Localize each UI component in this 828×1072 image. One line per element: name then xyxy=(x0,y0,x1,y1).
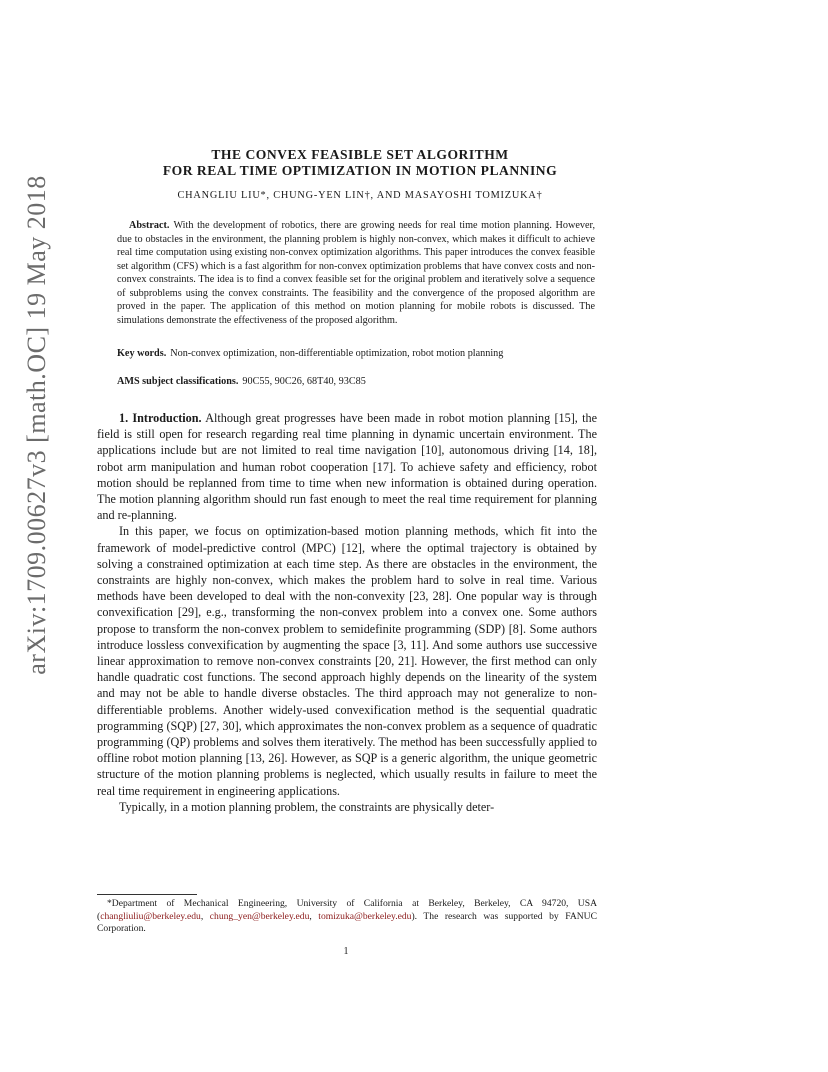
footnote: *Department of Mechanical Engineering, University of California at Berkeley, Berkeley, CA 94720, USA (changliuliu@berkeley.edu, chung_yen@berkeley.edu, tomizuka@berkeley.edu). The research was supported by FANUC Corporation. xyxy=(97,898,598,935)
introduction-section xyxy=(97,410,597,815)
intro-paragraph-2: In this paper, we focus on optimization-based motion planning methods, which fit into the framework of model-predictive control (MPC) [12], where the optimal trajectory is obtained by solving a constrained optimization at each time step. As there are obstacles in the environment, the constraints are highly non-convex, which makes the problem hard to solve in real time. Various methods have been developed to deal with the non-convexity [23, 28]. One popular way is through convexification [29], e.g., transforming the non-convex problem into a convex one. Some authors propose to transform the non-convex problem to semidefinite programming (SDP) [8]. Some authors introduce lossless convexification by augmenting the space [3, 11]. And some authors use successive linear approximation to remove non-convex constraints [20, 21]. However, the first method can only handle quadratic cost functions. The second approach highly depends on the linearity of the system and may not be able to handle diverse obstacles. The third approach may not generalize to non-differentiable problems. Another widely-used convexification method is the sequential quadratic programming (SQP) [27, 30], which approximates the non-convex problem as a sequence of quadratic programming (QP) problems and solves them iteratively. The method has been successfully applied to offline robot motion planning [13, 26]. However, as SQP is a generic algorithm, the unique geometric structure of the motion planning problems is neglected, which usually results in failure to meet the real time requirement in engineering applications. xyxy=(97,524,597,798)
intro-paragraph-3: Typically, in a motion planning problem, the constraints are physically deter- xyxy=(119,799,495,814)
ams-classification-line xyxy=(117,375,595,389)
footnote-funding: ). The research was supported by FANUC Corporation. xyxy=(97,910,598,935)
abstract-label: Abstract. xyxy=(129,220,170,231)
page-number: 1 xyxy=(343,946,349,957)
intro-paragraph-1-text: Although great progresses have been made in robot motion planning [15], the field is still open for research regarding real time planning in dynamic uncertain environment. The applications include but are not limited to real time navigation [10], autonomous driving [14, 18], robot arm manipulation and human robot cooperation [17]. To achieve safety and efficiency, robot motion should be replanned from time to time when new information is obtained during operation. The motion planning algorithm should run fast enough to meet the real time requirement for planning and re-planning. xyxy=(97,411,597,523)
title-line-2: FOR REAL TIME OPTIMIZATION IN MOTION PLANNING xyxy=(162,163,558,178)
footnote-rule xyxy=(97,894,197,895)
ams-label: AMS subject classifications. xyxy=(117,376,239,387)
section-heading: 1. Introduction. xyxy=(119,411,202,425)
title-line-1: THE CONVEX FEASIBLE SET ALGORITHM xyxy=(211,147,509,162)
arxiv-identifier: arXiv:1709.00627v3 [math.OC] 19 May 2018 xyxy=(22,175,52,675)
author-list: CHANGLIU LIU*, CHUNG-YEN LIN†, AND MASAYOSHI TOMIZUKA† xyxy=(177,190,543,201)
abstract-block xyxy=(117,219,595,327)
paper-title xyxy=(123,147,597,179)
footnote-affiliation: *Department of Mechanical Engineering, University of California at Berkeley, Berkeley, CA 94720, USA ( xyxy=(97,898,597,922)
arxiv-sidebar xyxy=(14,165,60,685)
abstract-text: With the development of robotics, there are growing needs for real time motion planning. However, due to obstacles in the environment, the planning problem is highly non-convex, which makes it difficult to achieve real time computation using existing non-convex optimization algorithms. This paper introduces the convex feasible set algorithm (CFS) which is a fast algorithm for non-convex optimization problems that have convex costs and non-convex constraints. The idea is to find a convex feasible set for the original problem and iteratively solve a sequence of subproblems using the convex constraints. The feasibility and the convergence of the proposed algorithm are proved in the paper. The application of this method on motion planning for mobile robots is discussed. The simulations demonstrate the effectiveness of the proposed algorithm. xyxy=(117,220,595,326)
ams-text: 90C55, 90C26, 68T40, 93C85 xyxy=(242,376,366,387)
intro-paragraph-1 xyxy=(97,410,597,523)
keywords-label: Key words. xyxy=(117,348,167,359)
email-link-liu[interactable]: changliuliu@berkeley.edu xyxy=(100,910,201,922)
keywords-line xyxy=(117,347,595,361)
keywords-text: Non-convex optimization, non-differentiable optimization, robot motion planning xyxy=(170,348,504,359)
email-link-lin[interactable]: chung_yen@berkeley.edu xyxy=(209,910,310,922)
email-link-tomizuka[interactable]: tomizuka@berkeley.edu xyxy=(318,910,412,922)
